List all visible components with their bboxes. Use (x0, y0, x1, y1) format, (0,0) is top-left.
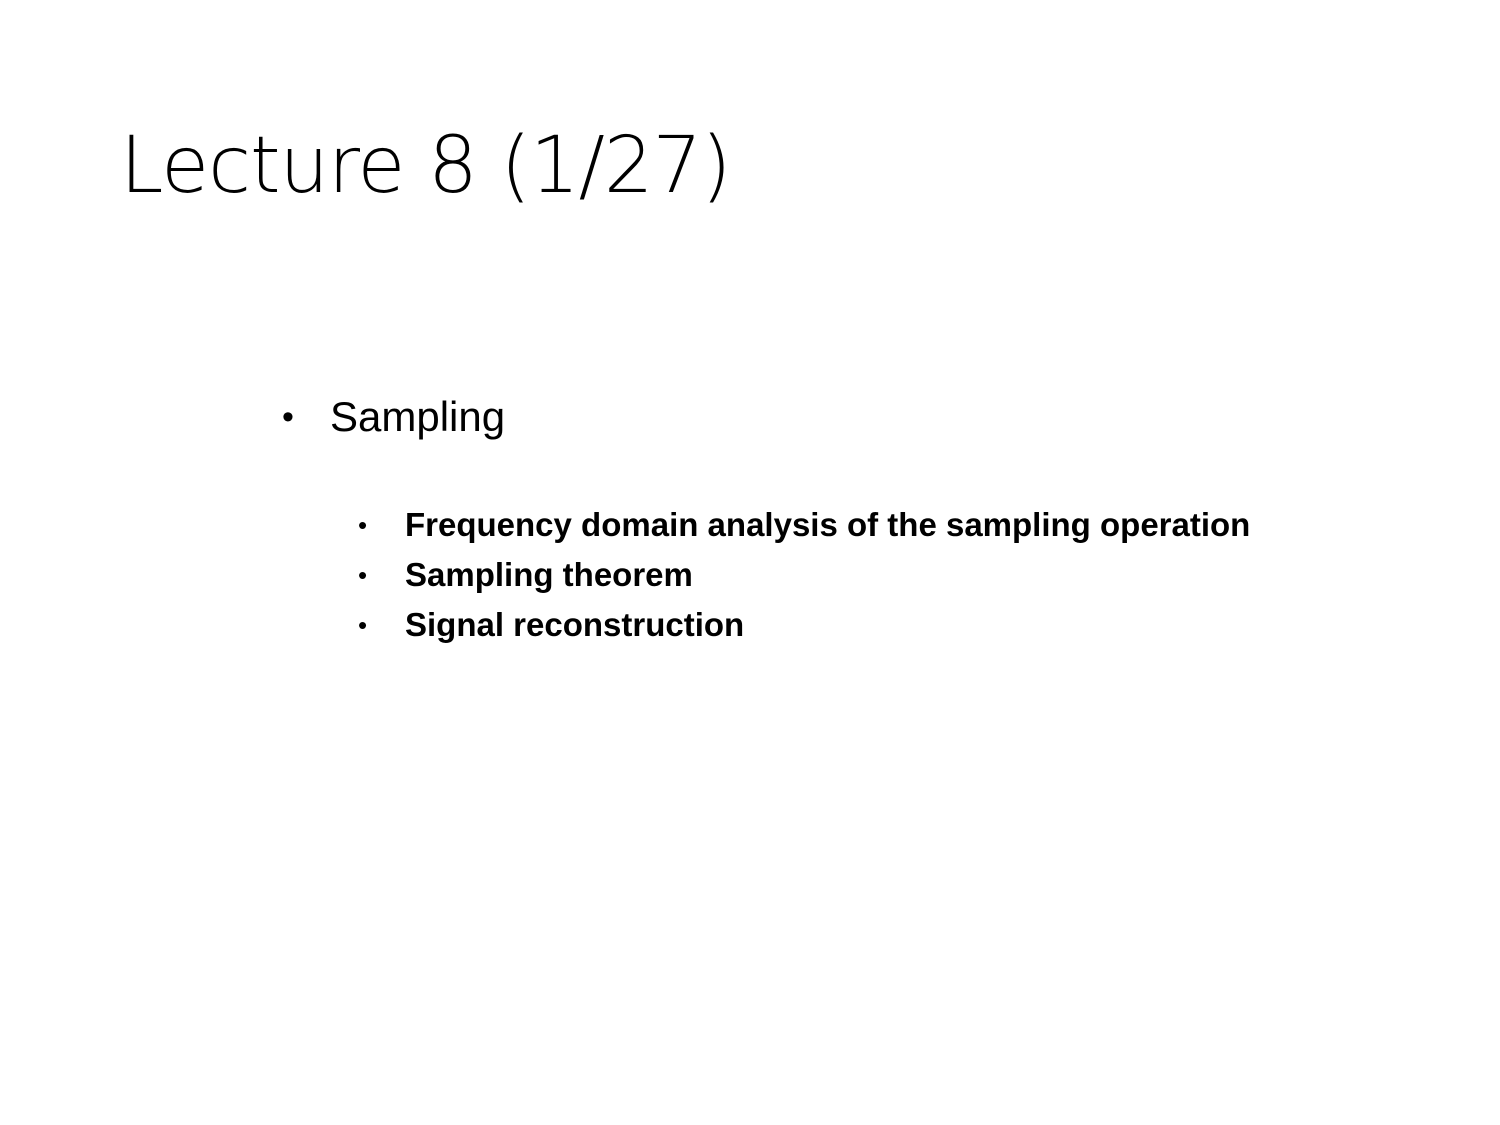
bullet-icon: • (358, 510, 368, 540)
subtopic-list (358, 500, 1250, 650)
bullet-icon: • (282, 398, 294, 436)
list-item (358, 550, 1250, 600)
slide-title: Lecture 8 (1/27) (120, 121, 731, 211)
subtopic-label: Signal reconstruction (405, 606, 745, 643)
bullet-icon: • (358, 560, 368, 590)
list-item (358, 500, 1250, 550)
subtopic-label: Sampling theorem (405, 556, 693, 593)
topic-bullet (282, 392, 505, 442)
topic-label: Sampling (330, 393, 506, 440)
list-item (358, 600, 1250, 650)
bullet-icon: • (358, 610, 368, 640)
subtopic-label: Frequency domain analysis of the sampling operation (405, 506, 1251, 543)
